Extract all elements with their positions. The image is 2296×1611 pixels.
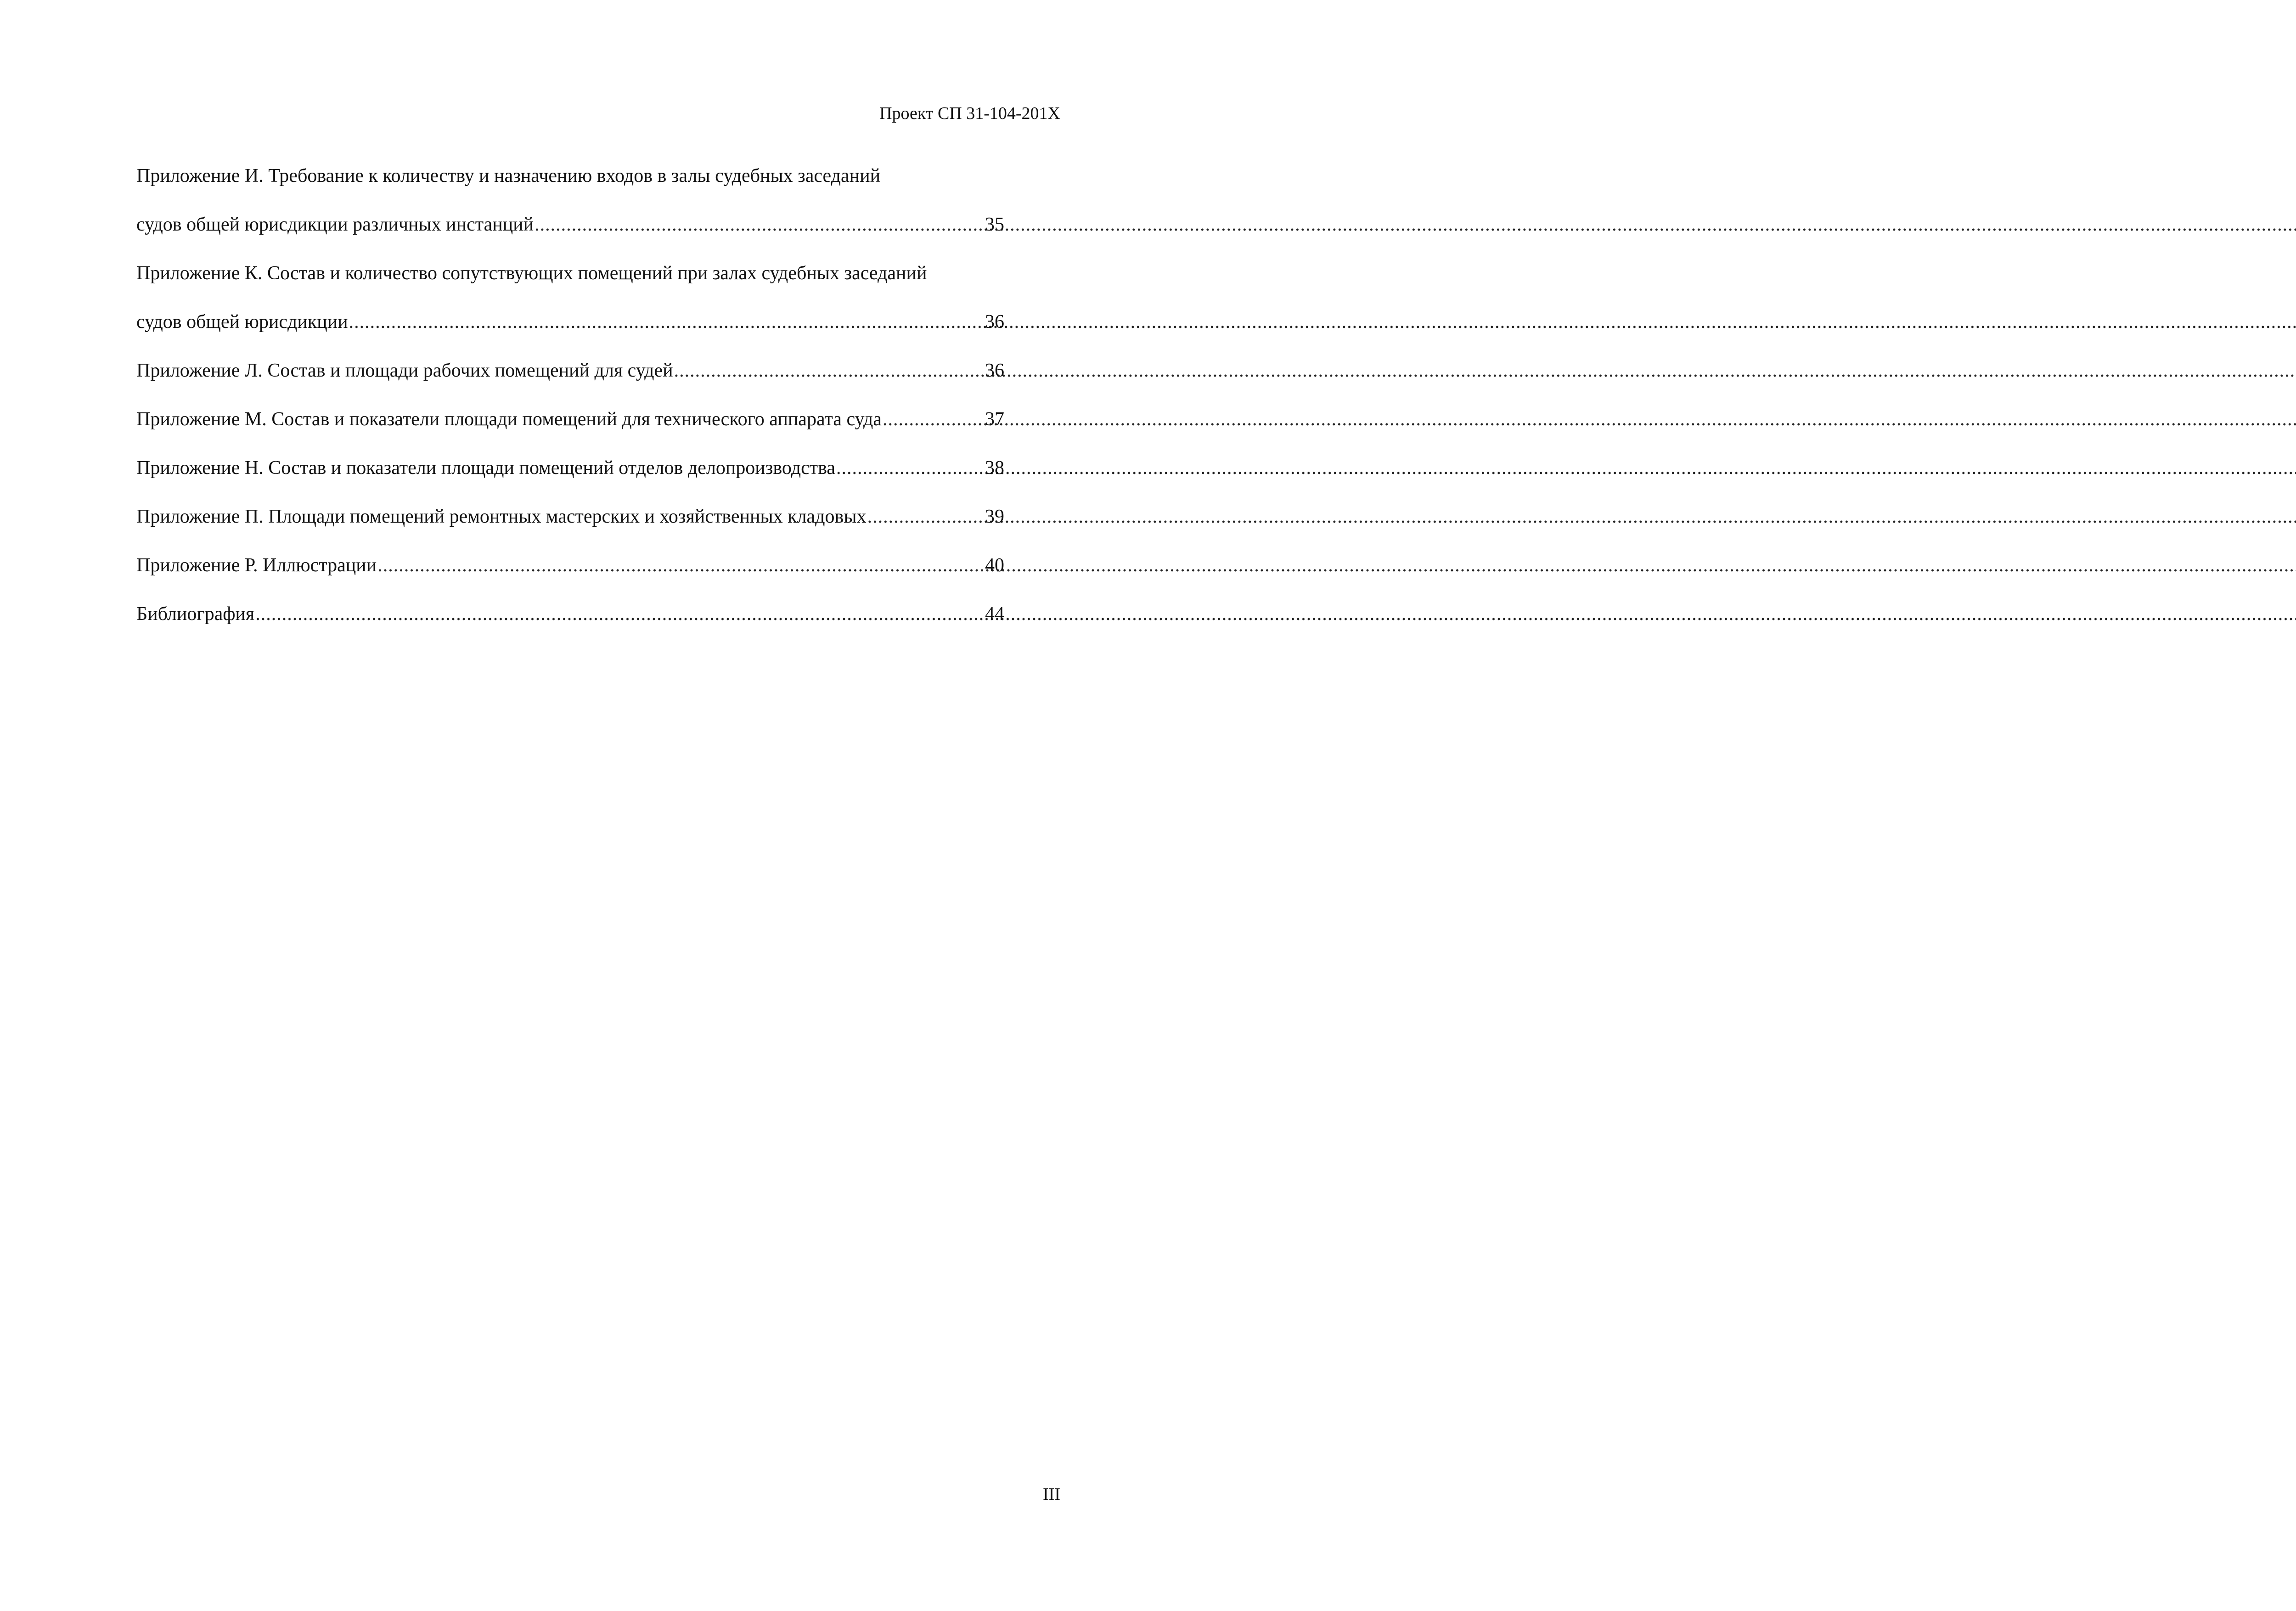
toc-entry-title: Приложение Р. Иллюстрации xyxy=(136,555,377,576)
toc-entry-first-line: Приложение И. Требование к количеству и назначению входов в залы судебных заседаний xyxy=(136,165,881,186)
document-code-header: Проект СП 31-104-201Х xyxy=(879,104,1060,123)
toc-dot-leader xyxy=(377,541,980,590)
toc-entry-page: 44 xyxy=(985,603,1004,625)
toc-entry-appendix-i[interactable] xyxy=(136,152,1004,249)
toc-entry-page: 39 xyxy=(985,506,1004,527)
toc-dot-leader xyxy=(883,395,980,444)
toc-dot-leader xyxy=(867,492,980,541)
toc-dot-leader xyxy=(674,346,980,395)
toc-entry-title: Библиография xyxy=(136,603,255,625)
toc-entry-title: Приложение Н. Состав и показатели площади помещений отделов делопроизводства xyxy=(136,457,835,479)
toc-dot-leader xyxy=(836,444,980,492)
toc-entry-page: 38 xyxy=(985,457,1004,479)
toc-entry-title: Приложение М. Состав и показатели площади помещений для технического аппарата суда xyxy=(136,409,882,430)
toc-entry-appendix-k[interactable] xyxy=(136,249,1004,346)
toc-entry-page: 37 xyxy=(985,409,1004,430)
toc-entry-appendix-p[interactable] xyxy=(136,492,1004,541)
toc-dot-leader xyxy=(349,298,980,346)
toc-entry-title: судов общей юрисдикции xyxy=(136,311,348,332)
toc-entry-appendix-m[interactable] xyxy=(136,395,1004,444)
toc-entry-first-line: Приложение К. Состав и количество сопутствующих помещений при залах судебных заседаний xyxy=(136,263,927,284)
toc-entry-bibliography[interactable] xyxy=(136,590,1004,638)
page-number: III xyxy=(1043,1485,1060,1504)
toc-entry-appendix-r[interactable] xyxy=(136,541,1004,590)
toc-entry-appendix-l[interactable] xyxy=(136,346,1004,395)
toc-entry-page: 35 xyxy=(985,214,1004,235)
toc-dot-leader xyxy=(535,200,980,249)
toc-entry-title: Приложение Л. Состав и площади рабочих помещений для судей xyxy=(136,360,673,381)
toc-entry-title: Приложение П. Площади помещений ремонтных мастерских и хозяйственных кладовых xyxy=(136,506,867,527)
toc-entry-page: 36 xyxy=(985,360,1004,381)
toc-entry-appendix-n[interactable] xyxy=(136,444,1004,492)
toc-dot-leader xyxy=(255,590,980,638)
toc-entry-page: 40 xyxy=(985,555,1004,576)
toc-entry-title: судов общей юрисдикции различных инстанций xyxy=(136,214,534,235)
toc-entry-page: 36 xyxy=(985,311,1004,332)
table-of-contents xyxy=(136,152,1004,638)
